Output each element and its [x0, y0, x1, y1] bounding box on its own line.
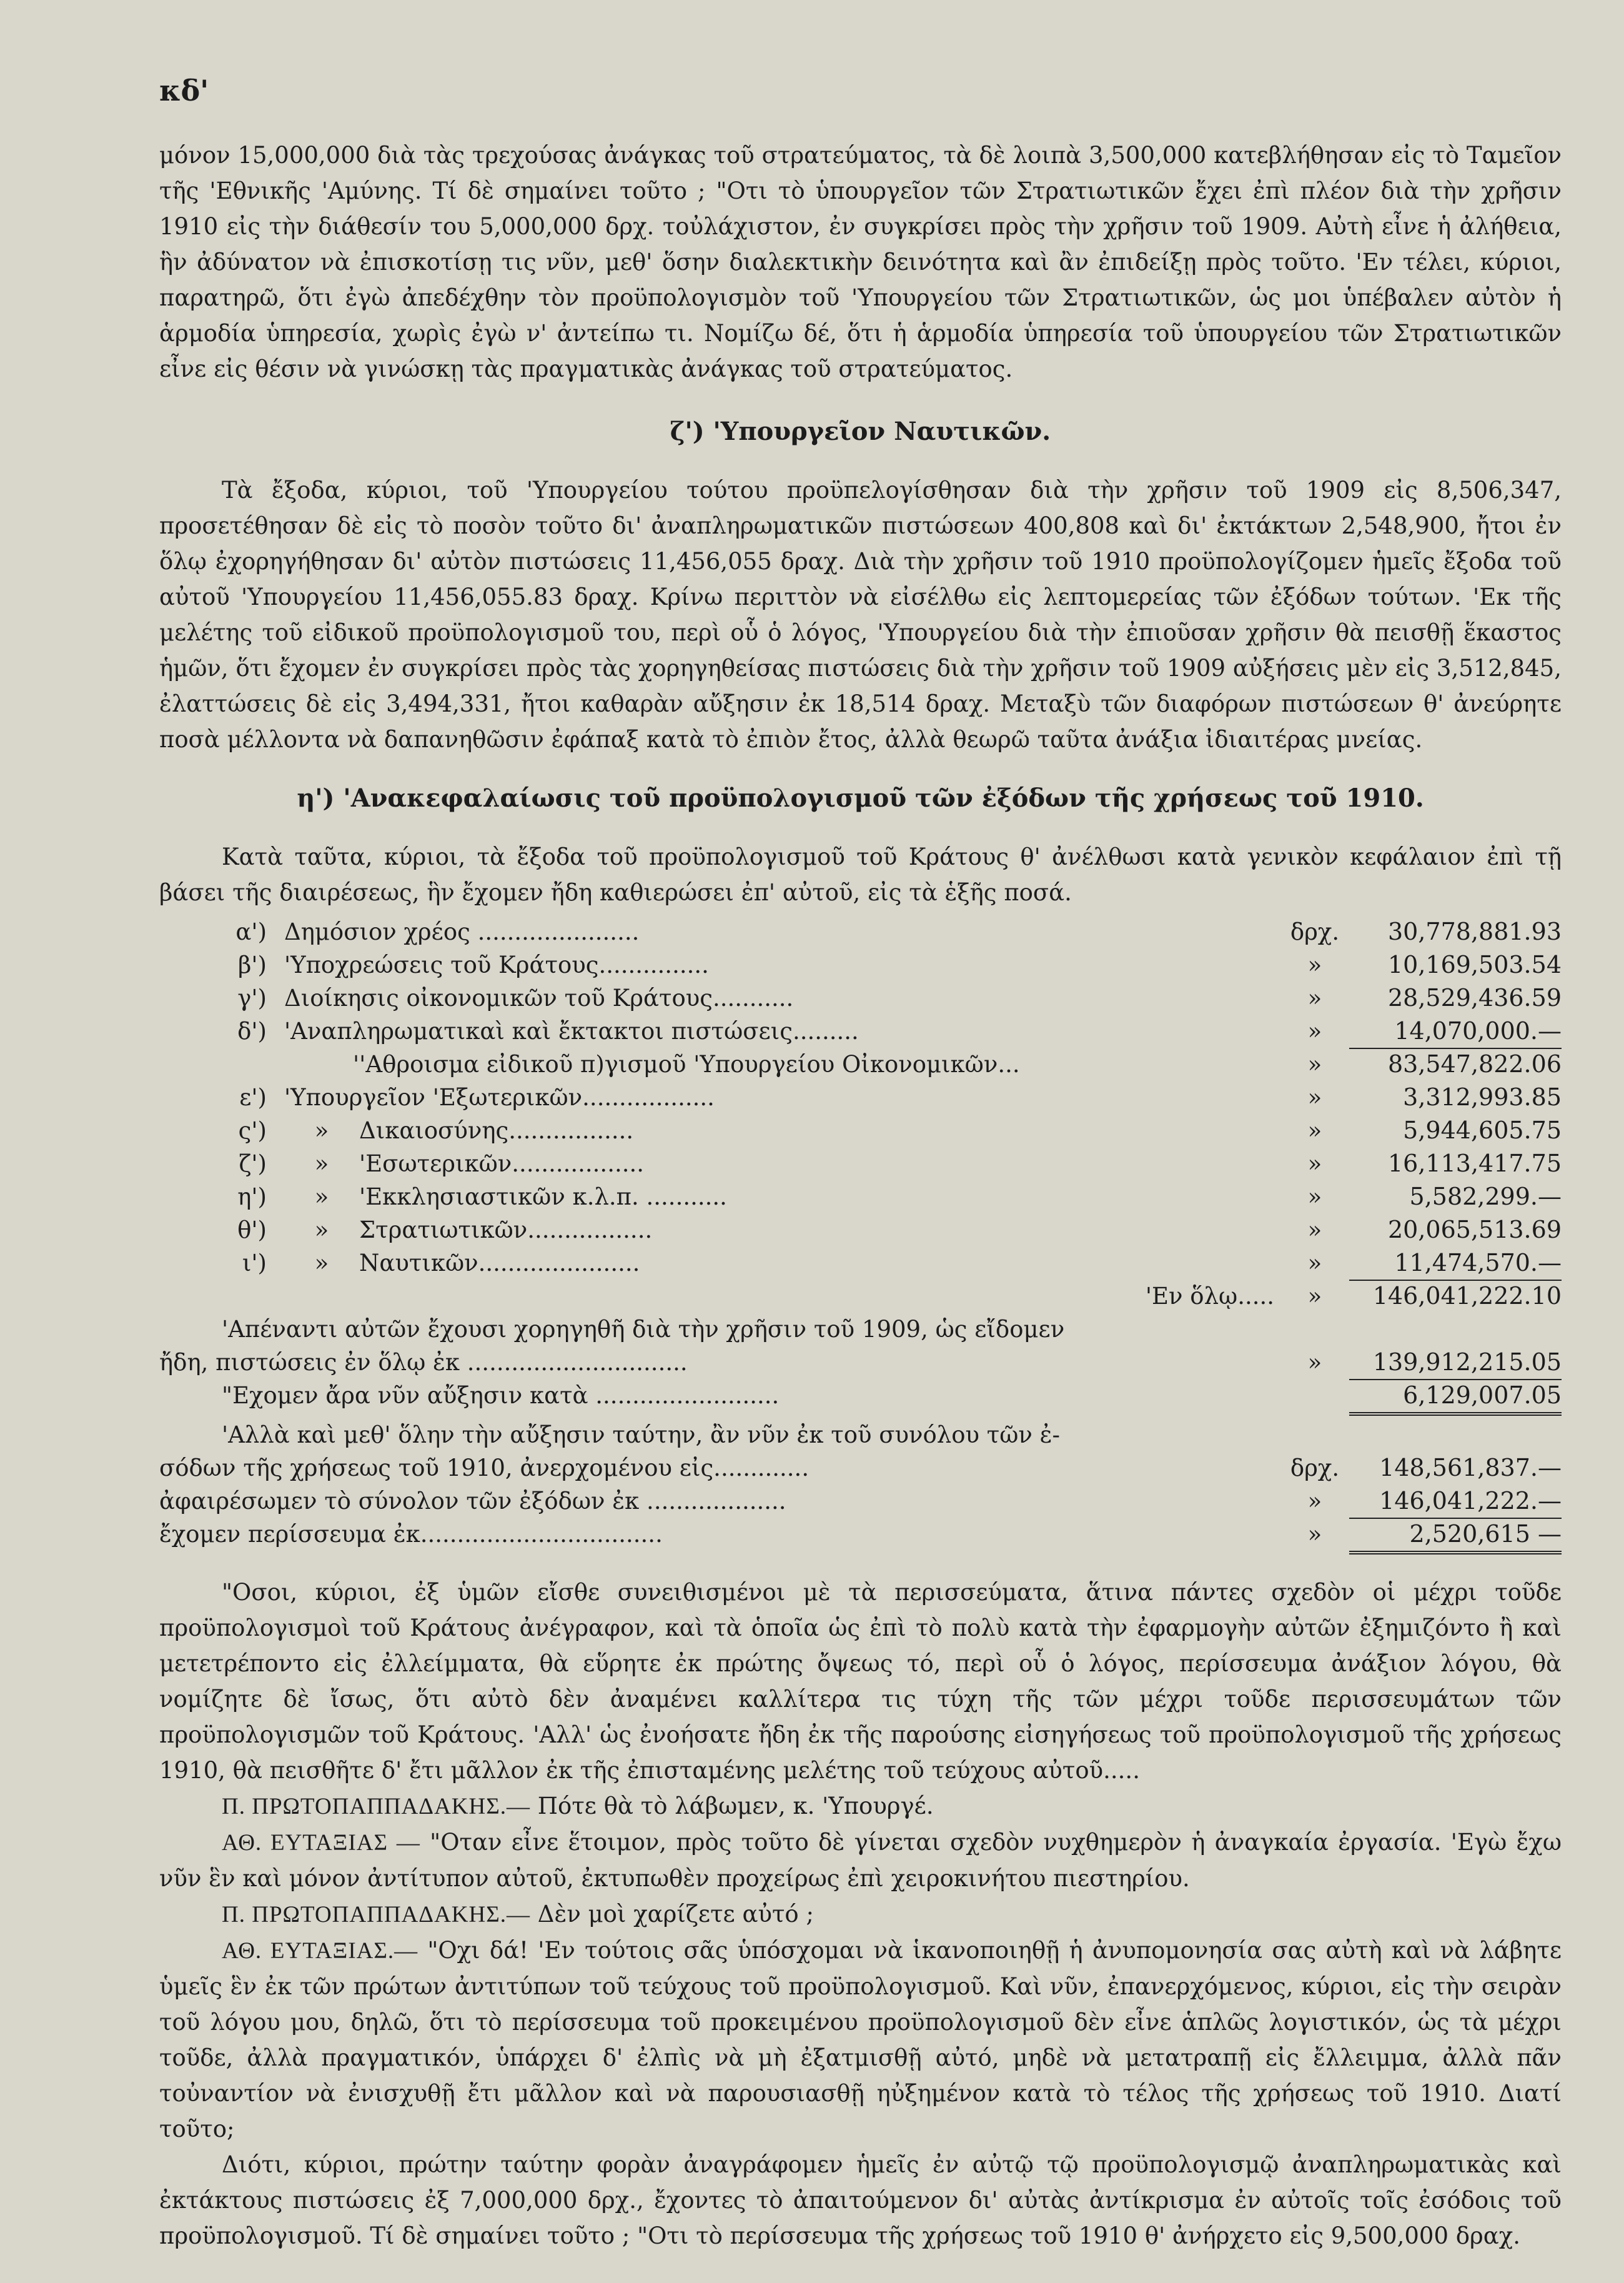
row-unit: »	[1307, 1349, 1322, 1376]
table-row	[159, 1114, 1562, 1147]
row-amount: 5,944,605.75	[1403, 1117, 1562, 1144]
dialogue-line	[159, 1824, 1562, 1896]
row-label: ε')	[239, 1084, 267, 1111]
table-row	[159, 1081, 1562, 1114]
row-text-value: 'Υπουργεῖον 'Εξωτερικῶν..................	[284, 1084, 715, 1111]
table-row	[159, 915, 1562, 948]
row-amount: 16,113,417.75	[1387, 1150, 1562, 1177]
row-text	[284, 1213, 1280, 1246]
row-text	[284, 1015, 1280, 1048]
row-text-value: Ναυτικῶν......................	[359, 1250, 640, 1276]
section-zeta-heading: ζ') 'Υπουργεῖον Ναυτικῶν.	[670, 417, 1051, 446]
row-text	[284, 1180, 1280, 1213]
speech-text: Δὲν μοὶ χαρίζετε αὐτό ;	[537, 1901, 814, 1927]
row-unit: »	[1307, 1150, 1322, 1177]
row-amount: 5,582,299.—	[1409, 1183, 1562, 1210]
comparison-line	[159, 1346, 1562, 1379]
page-number: κδ'	[159, 74, 209, 107]
row-text	[284, 1246, 1280, 1280]
row-amount: 14,070,000.—	[1349, 1015, 1562, 1049]
row-label: η')	[237, 1183, 267, 1210]
row-text	[284, 1048, 1280, 1081]
row-unit: »	[1307, 1283, 1322, 1310]
row-amount: 30,778,881.93	[1387, 918, 1562, 945]
row-amount: 20,065,513.69	[1387, 1216, 1562, 1243]
row-unit: »	[1307, 1117, 1322, 1144]
row-unit: δρχ.	[1290, 1455, 1340, 1481]
row-text	[284, 1147, 1280, 1180]
row-label: α')	[235, 918, 267, 945]
comparison-amount: 139,912,215.05	[1349, 1346, 1562, 1380]
row-unit: »	[1307, 1250, 1322, 1276]
row-label: ς')	[238, 1117, 267, 1144]
surplus-amount: 2,520,615 —	[1349, 1518, 1562, 1554]
row-text-value: 'Εσωτερικῶν..................	[359, 1150, 644, 1177]
speech-text: "Οχι δά! 'Εν τούτοις σᾶς ὑπόσχομαι νὰ ἱκανοποιηθῇ ἡ ἀνυπομονησία σας αὐτὴ καὶ νὰ λάβητε ὑμεῖς ἓν ἐκ τῶν πρώτων ἀντιτύπων τοῦ τεύχους τοῦ προϋπολογισμοῦ. Καὶ νῦν, ἐπανερχόμενος, κύριοι, εἰς τὴν σειρὰν τοῦ λόγου μου, δηλῶ, ὅτι τὸ περίσσευμα τοῦ προκειμένου προϋπολογισμοῦ δὲν εἶνε ἁπλῶς λογιστικόν, ὡς τὰ μέχρι τοῦδε, ἀλλὰ πραγματικόν, ὑπάρχει δ' ἐλπὶς νὰ μὴ ἐξατμισθῇ αὐτό, μηδὲ νὰ μετατραπῇ εἰς ἔλλειμμα, ἀλλὰ πᾶν τοὐναντίον νὰ ἐνισχυθῇ ἔτι μᾶλλον καὶ νὰ παρουσιασθῇ ηὐξημένον κατὰ τὸ τέλος τῆς χρήσεως τοῦ 1910. Διατί τοῦτο;	[159, 1937, 1562, 2142]
row-unit: »	[1307, 1051, 1322, 1078]
row-label: β')	[238, 952, 267, 978]
table-row	[159, 982, 1562, 1015]
row-label: γ')	[237, 985, 267, 1012]
row-unit: »	[1307, 1018, 1322, 1045]
total-amount: 146,041,222.10	[1372, 1282, 1562, 1310]
row-unit: »	[1307, 985, 1322, 1012]
row-label: δ')	[237, 1018, 267, 1045]
subtotal-row	[159, 1048, 1562, 1081]
table-row	[159, 1180, 1562, 1213]
surplus-line	[159, 1485, 1562, 1518]
table-row	[159, 1147, 1562, 1180]
intro-paragraph: μόνον 15,000,000 διὰ τὰς τρεχούσας ἀνάγκας τοῦ στρατεύματος, τὰ δὲ λοιπὰ 3,500,000 κατεβλήθησαν εἰς τὸ Ταμεῖον τῆς 'Εθνικῆς 'Αμύνης. Τί δὲ σημαίνει τοῦτο ; "Οτι τὸ ὑπουργεῖον τῶν Στρατιωτικῶν ἔχει ἐπὶ πλέον διὰ τὴν χρῆσιν 1910 εἰς τὴν διάθεσίν του 5,000,000 δρχ. τοὐλάχιστον, ἐν συγκρίσει πρὸς τὴν χρῆσιν τοῦ 1909. Αὐτὴ εἶνε ἡ ἀλήθεια, ἣν ἀδύνατον νὰ ἐπισκοτίσῃ τις νῦν, μεθ' ὅσην διαλεκτικὴν δεινότητα καὶ ἂν ἐπιδείξῃ πρὸς τοῦτο. 'Εν τέλει, κύριοι, παρατηρῶ, ὅτι ἐγὼ ἀπεδέχθην τὸν προϋπολογισμὸν τοῦ 'Υπουργείου τῶν Στρατιωτικῶν, ὡς μοι ὑπέβαλεν αὐτὸν ἡ ἁρμοδία ὑπηρεσία, χωρὶς ἐγὼ ν' ἀντείπω τι. Νομίζω δέ, ὅτι ἡ ἁρμοδία ὑπηρεσία τοῦ ὑπουργείου τῶν Στρατιωτικῶν εἶνε εἰς θέσιν νὰ γινώσκῃ τὰς πραγματικὰς ἀνάγκας τοῦ στρατεύματος.	[159, 142, 1562, 382]
surplus-line-2: σόδων τῆς χρήσεως τοῦ 1910, ἀνερχομένου εἰς.............	[159, 1455, 810, 1481]
row-amount: 11,474,570.—	[1349, 1246, 1562, 1281]
total-row	[159, 1280, 1562, 1313]
row-amount: 83,547,822.06	[1387, 1050, 1562, 1078]
expense-table	[159, 915, 1562, 1551]
section-zeta-text: Τὰ ἔξοδα, κύριοι, τοῦ 'Υπουργείου τούτου προϋπελογίσθησαν διὰ τὴν χρῆσιν τοῦ 1909 εἰς 8,506,347, προσετέθησαν δὲ εἰς τὸ ποσὸν τοῦτο δι' ἀναπληρωματικῶν πιστώσεων 400,808 καὶ δι' ἐκτάκτων 2,548,900, ἤτοι ἐν ὅλῳ ἐχορηγήθησαν δι' αὐτὸν πιστώσεις 11,456,055 δραχ. Διὰ τὴν χρῆσιν τοῦ 1910 προϋπολογίζομεν ἡμεῖς ἔξοδα τοῦ αὐτοῦ 'Υπουργείου 11,456,055.83 δραχ. Κρίνω περιττὸν νὰ εἰσέλθω εἰς λεπτομερείας τῶν ἐξόδων τούτων. 'Εκ τῆς μελέτης τοῦ εἰδικοῦ προϋπολογισμοῦ του, περὶ οὗ ὁ λόγος, 'Υπουργείου διὰ τὴν ἐπιοῦσαν χρῆσιν θὰ πεισθῇ ἕκαστος ἡμῶν, ὅτι ἔχομεν ἐν συγκρίσει πρὸς τὰς χορηγηθείσας πιστώσεις διὰ τὴν χρῆσιν τοῦ 1909 αὐξήσεις μὲν εἰς 3,512,845, ἐλαττώσεις δὲ εἰς 3,494,331, ἤτοι καθαρὰν αὔξησιν ἐκ 18,514 δραχ. Μεταξὺ τῶν διαφόρων πιστώσεων θ' ἀνεύρητε ποσὰ μέλλοντα νὰ δαπανηθῶσιν ἐφάπαξ κατὰ τὸ ἐπιὸν ἔτος, ἀλλὰ θεωρῶ ταῦτα ἀνάξια ἰδιαιτέρας μνείας.	[159, 477, 1562, 753]
surplus-line	[159, 1518, 1562, 1551]
row-label: θ')	[237, 1216, 267, 1243]
section-eta-intro: Κατὰ ταῦτα, κύριοι, τὰ ἔξοδα τοῦ προϋπολογισμοῦ τοῦ Κράτους θ' ἀνέλθωσι κατὰ γενικὸν κεφάλαιον ἐπὶ τῇ βάσει τῆς διαιρέσεως, ἣν ἔχομεν ἤδη καθιερώσει ἐπ' αὐτοῦ, εἰς τὰ ἑξῆς ποσά.	[159, 843, 1562, 906]
final-paragraph: Διότι, κύριοι, πρώτην ταύτην φορὰν ἀναγράφομεν ἡμεῖς ἐν αὐτῷ τῷ προϋπολογισμῷ ἀναπληρωματικὰς καὶ ἐκτάκτους πιστώσεις ἐξ 7,000,000 δρχ., ἔχοντες τὸ ἀπαιτούμενον δι' αὐτὰς ἀντίκρισμα ἐν αὐτοῖς τοῖς ἐσόδοις τοῦ προϋπολογισμοῦ. Τί δὲ σημαίνει τοῦτο ; "Οτι τὸ περίσσευμα τῆς χρήσεως τοῦ 1910 θ' ἀνήρχετο εἰς 9,500,000 δραχ.	[159, 2151, 1562, 2249]
speaker-name: Π. ΠΡΩΤΟΠΑΠΠΑΔΑΚΗΣ.—	[222, 1902, 531, 1927]
row-text	[284, 1114, 1280, 1147]
row-unit: »	[1307, 1521, 1322, 1548]
row-text	[284, 948, 1280, 982]
table-row	[159, 1246, 1562, 1280]
row-unit: »	[1307, 1084, 1322, 1111]
comparison-line	[159, 1313, 1562, 1346]
speaker-name: Π. ΠΡΩΤΟΠΑΠΠΑΔΑΚΗΣ.—	[222, 1794, 531, 1819]
speaker-name: ΑΘ. ΕΥΤΑΞΙΑΣ —	[222, 1830, 420, 1856]
speech-text: Πότε θὰ τὸ λάβωμεν, κ. 'Υπουργέ.	[537, 1793, 934, 1819]
row-text	[284, 982, 1280, 1015]
comparison-line-1: 'Απέναντι αὐτῶν ἔχουσι χορηγηθῆ διὰ τὴν χρῆσιν τοῦ 1909, ὡς εἴδομεν	[222, 1316, 1065, 1343]
row-text-value: 'Εκκλησιαστικῶν κ.λ.π. ...........	[359, 1183, 727, 1210]
dialogue-line	[159, 1932, 1562, 2147]
row-amount: 28,529,436.59	[1387, 984, 1562, 1012]
dialogue-line	[159, 1788, 1562, 1824]
ditto-mark: »	[314, 1250, 329, 1276]
increase-amount: 6,129,007.05	[1349, 1379, 1562, 1416]
row-text	[284, 1081, 1280, 1114]
row-text-value: Δημόσιον χρέος ......................	[284, 918, 640, 945]
row-text-value: 'Υποχρεώσεις τοῦ Κράτους...............	[284, 952, 709, 978]
comparison-line	[159, 1379, 1562, 1412]
row-text-value: Διοίκησις οἰκονομικῶν τοῦ Κράτους...........	[284, 985, 794, 1012]
row-unit: »	[1307, 1216, 1322, 1243]
dialogue-line	[159, 1896, 1562, 1932]
row-label: ζ')	[239, 1150, 267, 1177]
comparison-line-3: "Εχομεν ἄρα νῦν αὔξησιν κατὰ .........................	[222, 1382, 780, 1409]
ditto-mark: »	[314, 1183, 329, 1210]
row-label: ι')	[242, 1250, 267, 1276]
ditto-mark: »	[314, 1117, 329, 1144]
row-text	[284, 1280, 1280, 1313]
surplus-line-4: ἔχομεν περίσσευμα ἐκ.................................	[159, 1521, 663, 1548]
table-row	[159, 1015, 1562, 1048]
surplus-line	[159, 1418, 1562, 1451]
row-text	[284, 915, 1280, 948]
table-row	[159, 948, 1562, 982]
speech-text: "Οταν εἶνε ἕτοιμον, πρὸς τοῦτο δὲ γίνεται σχεδὸν νυχθημερὸν ἡ ἀναγκαία ἐργασία. 'Εγὼ ἔχω νῦν ἓν καὶ μόνον ἀντίτυπον αὐτοῦ, ἐκτυπωθὲν προχείρως ἐπὶ χειροκινήτου πιεστηρίου.	[159, 1829, 1562, 1892]
surplus-line	[159, 1451, 1562, 1485]
row-text-value: 'Αναπληρωματικαὶ καὶ ἔκτακτοι πιστώσεις.........	[284, 1018, 859, 1045]
table-row	[159, 1213, 1562, 1246]
comparison-line-2: ἤδη, πιστώσεις ἐν ὅλῳ ἐκ ..............................	[159, 1349, 688, 1376]
row-unit: δρχ.	[1290, 918, 1340, 945]
speaker-name: ΑΘ. ΕΥΤΑΞΙΑΣ.—	[222, 1938, 418, 1964]
row-unit: »	[1307, 952, 1322, 978]
row-text-value: ''Αθροισμα εἰδικοῦ π)γισμοῦ 'Υπουργείου Οἰκονομικῶν...	[353, 1051, 1020, 1078]
surplus-line-1: 'Αλλὰ καὶ μεθ' ὅλην τὴν αὔξησιν ταύτην, ἂν νῦν ἐκ τοῦ συνόλου τῶν ἐ-	[222, 1421, 1060, 1448]
row-text-value: Δικαιοσύνης.................	[359, 1117, 634, 1144]
ditto-mark: »	[314, 1150, 329, 1177]
closing-paragraph: "Οσοι, κύριοι, ἐξ ὑμῶν εἴσθε συνειθισμένοι μὲ τὰ περισσεύματα, ἅτινα πάντες σχεδὸν οἱ μέχρι τοῦδε προϋπολογισμοὶ τοῦ Κράτους ἀνέγραφον, καὶ τὰ ὁποῖα ὡς ἐπὶ τὸ πολὺ κατὰ τὴν ἐφαρμογὴν αὐτῶν ἐξημιζόντο ἢ καὶ μετετρέποντο εἰς ἐλλείμματα, θὰ εὕρητε ἐκ πρώτης ὄψεως τό, περὶ οὗ ὁ λόγος, περίσσευμα ἀνάξιον λόγου, θὰ νομίζητε δὲ ἴσως, ὅτι αὐτὸ δὲν ἀναμένει καλλίτερα τις τύχη τῆς τῶν μέχρι τοῦδε περισσευμάτων τῶν προϋπολογισμῶν τοῦ Κράτους. 'Αλλ' ὡς ἐνοήσατε ἤδη ἐκ τῆς παρούσης εἰσηγήσεως τοῦ προϋπολογισμοῦ τῆς χρήσεως 1910, θὰ πεισθῆτε δ' ἔτι μᾶλλον ἐκ τῆς ἐπισταμένης μελέτης τοῦ τεύχους αὐτοῦ.....	[159, 1579, 1562, 1784]
section-eta-heading: η') 'Ανακεφαλαίωσις τοῦ προϋπολογισμοῦ τῶν ἐξόδων τῆς χρήσεως τοῦ 1910.	[297, 783, 1424, 813]
total-text: 'Εν ὅλῳ.....	[1145, 1283, 1274, 1310]
row-amount: 10,169,503.54	[1387, 951, 1562, 978]
row-unit: »	[1307, 1488, 1322, 1515]
revenue-amount: 148,561,837.—	[1379, 1454, 1562, 1481]
surplus-line-3: ἀφαιρέσωμεν τὸ σύνολον τῶν ἐξόδων ἐκ ...................	[159, 1488, 786, 1515]
row-unit: »	[1307, 1183, 1322, 1210]
expense-amount: 146,041,222.—	[1349, 1485, 1562, 1519]
ditto-mark: »	[314, 1216, 329, 1243]
row-text-value: Στρατιωτικῶν.................	[359, 1216, 653, 1243]
row-amount: 3,312,993.85	[1403, 1083, 1562, 1111]
